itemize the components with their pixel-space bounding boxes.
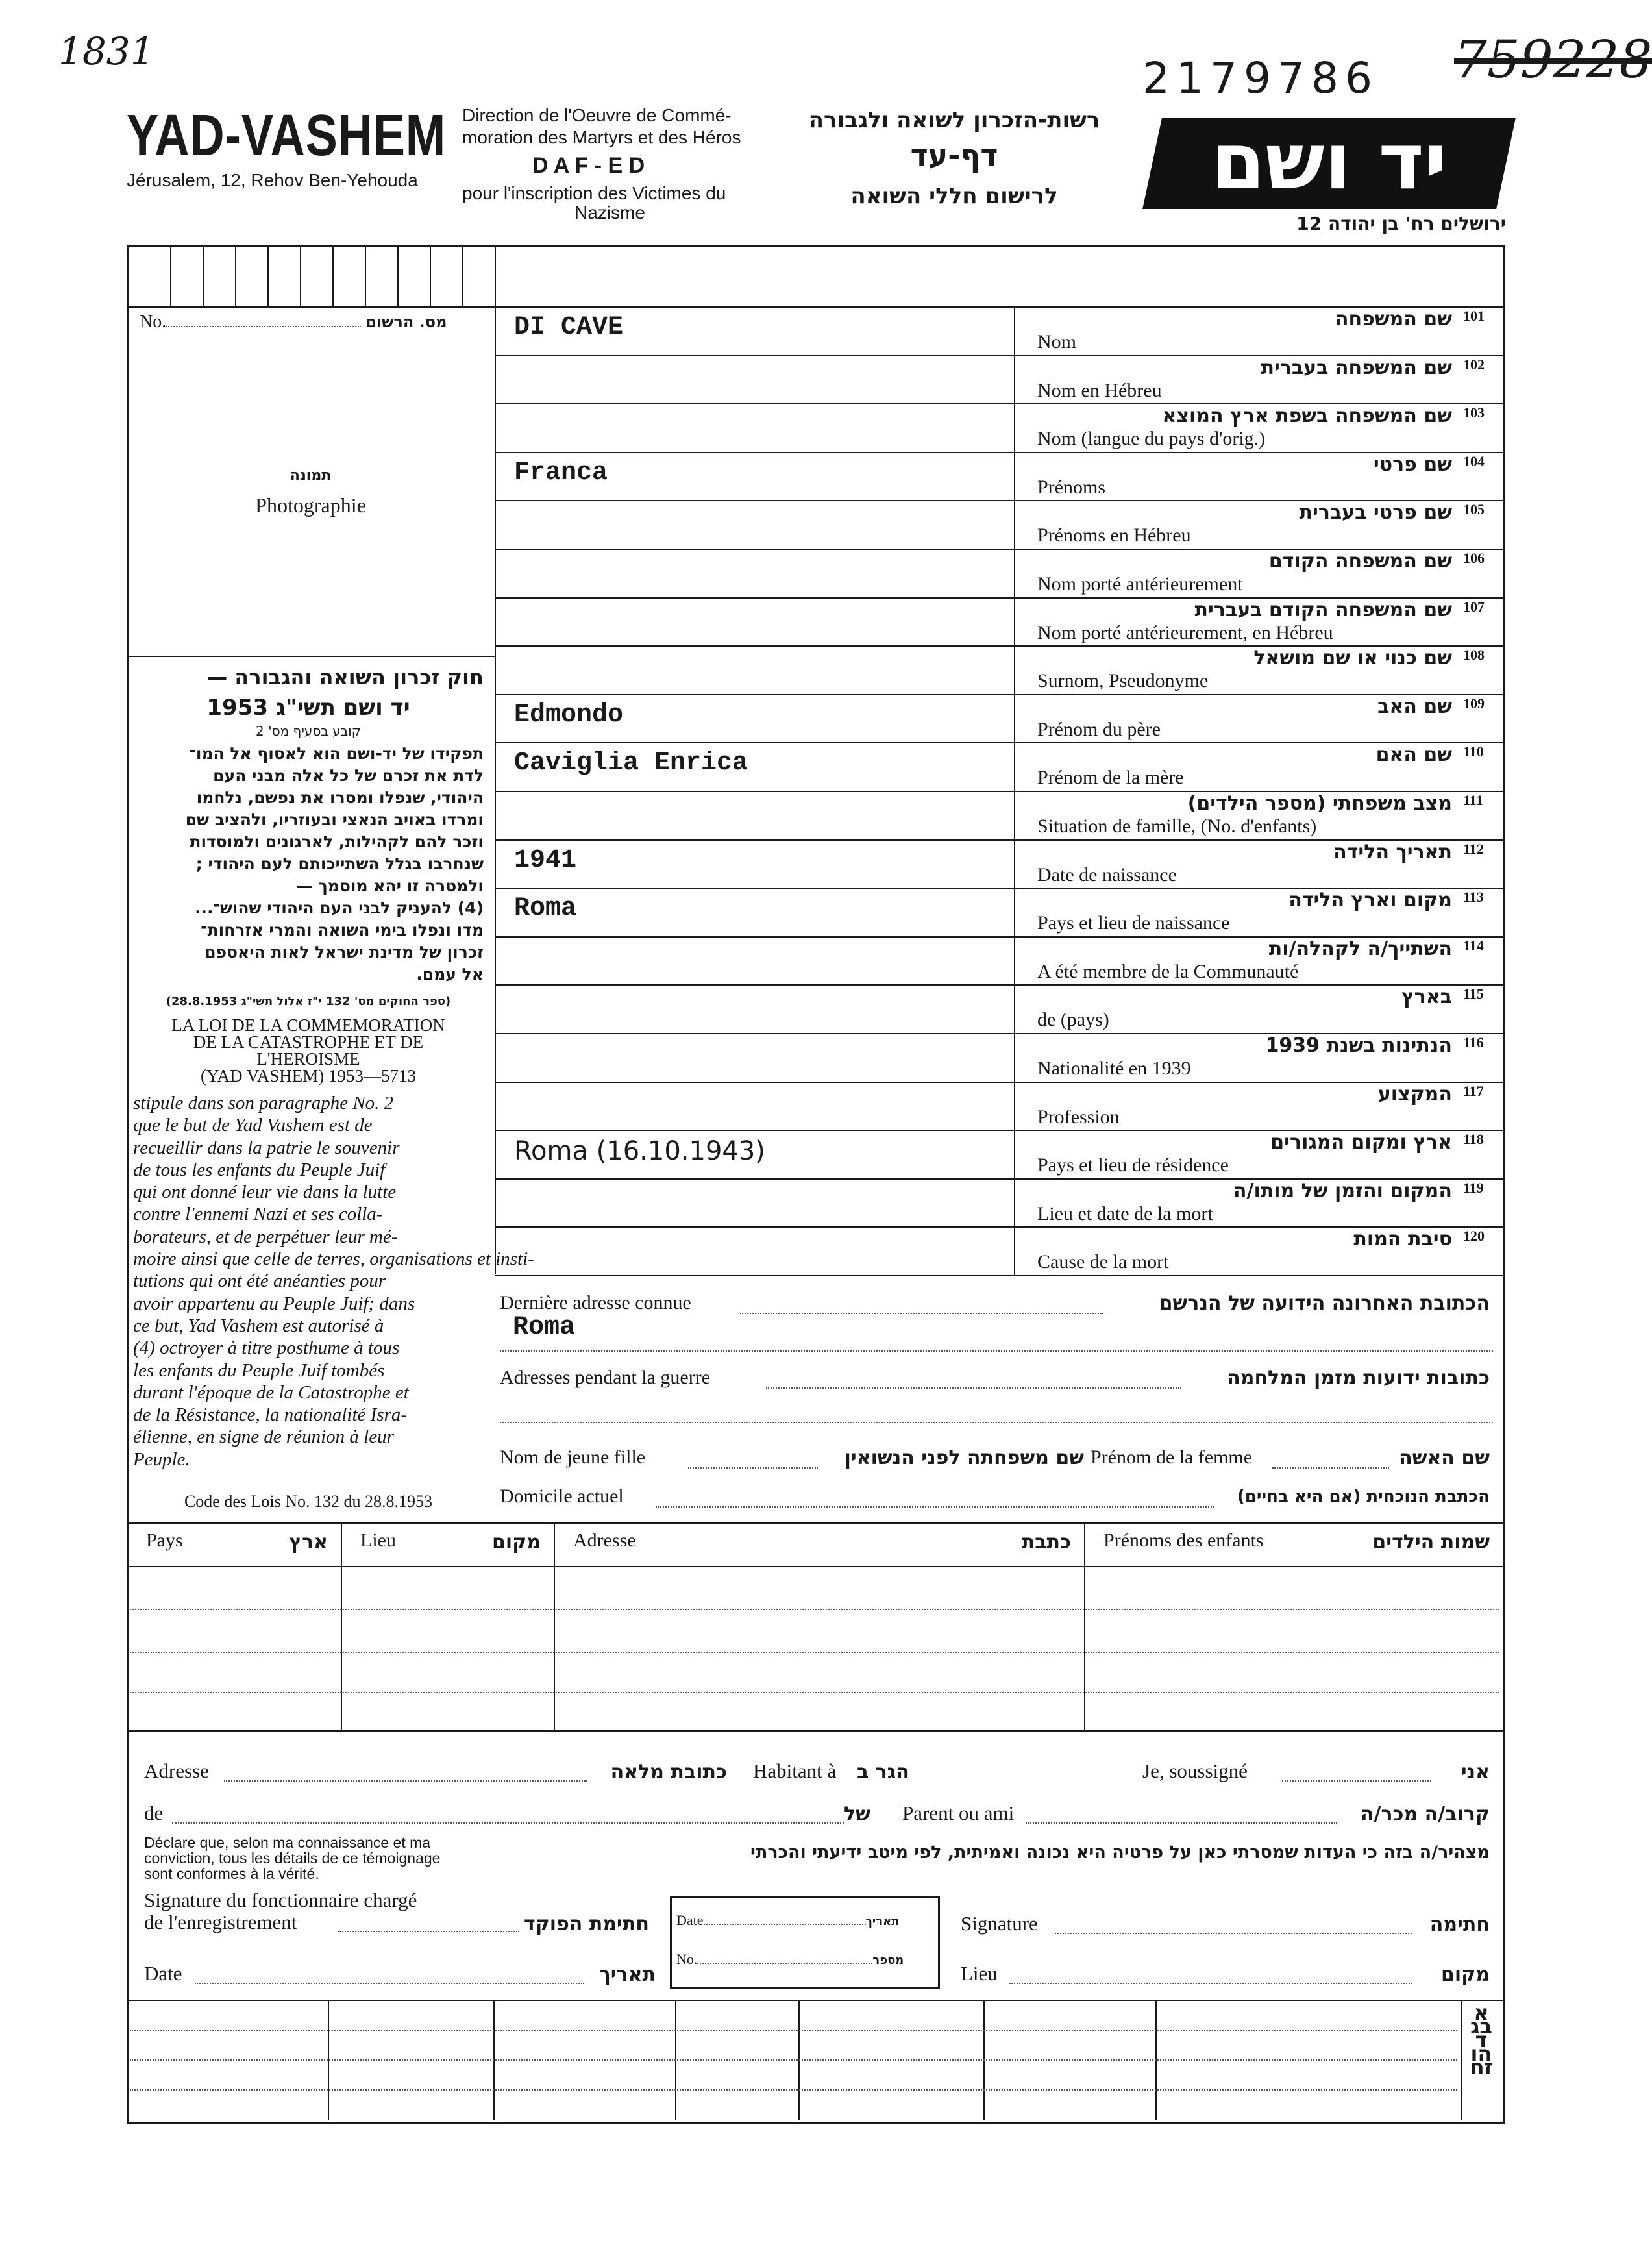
field-number-119: 119: [1463, 1180, 1484, 1196]
field-row-119: [495, 1178, 1503, 1227]
field-label-he-112: תאריך הלידה: [1333, 841, 1452, 863]
law-text-fr: stipule dans son paragraphe No. 2 que le but de Yad Vashem est de recueillir dans la patrie le souvenir de tous les enfants du Peuple Juif qui ont donné leur vie dans la lutte contre l'ennemi Nazi et ses colla- borateurs, et de perpétuer leur mé- moire ainsi que celle de terres, organisations et insti- tutions qui ont été anéanties pour avoir appartenu au Peuple Juif; dans ce but, Yad Vashem est autorisé à (4) octroyer à titre posthume à tous les enfants du Peuple Juif tombés durant l'époque de la Catastrophe et de la Résistance, la nationalité Isra- élienne, en signe de réunion à leur Peuple.: [133, 1093, 534, 1470]
soussigne-label-he: אני: [1461, 1761, 1490, 1783]
top-left-number: 1831: [58, 29, 154, 73]
field-label-he-108: שם כנוי או שם מושאל: [1253, 647, 1452, 669]
field-number-102: 102: [1463, 356, 1485, 373]
field-label-he-114: השתייך/ה לקהלה/ות: [1268, 938, 1452, 960]
law-title-he: חוק זכרון השואה והגבורה —: [206, 665, 484, 689]
field-label-103: Nom (langue du pays d'orig.): [1037, 428, 1266, 449]
last-address-value[interactable]: Roma: [513, 1313, 576, 1342]
field-label-105: Prénoms en Hébreu: [1037, 525, 1191, 546]
field-label-he-118: ארץ ומקום המגורים: [1270, 1131, 1452, 1154]
field-number-101: 101: [1463, 308, 1485, 324]
children-header-3: Prénoms des enfants: [1103, 1530, 1264, 1551]
war-address-label: Adresses pendant la guerre: [500, 1367, 711, 1388]
field-value-110[interactable]: Caviglia Enrica: [514, 749, 748, 778]
last-address-label: Dernière adresse connue: [500, 1292, 691, 1313]
field-row-105: [495, 500, 1503, 549]
field-number-107: 107: [1463, 599, 1485, 615]
field-row-117: [495, 1082, 1503, 1130]
hebrew-authority: רשות-הזכרון לשואה ולגבורה: [808, 107, 1100, 133]
parent-label-he: קרוב/ה מכר/ה: [1360, 1803, 1490, 1826]
field-row-111: [495, 791, 1503, 839]
box-date: Date תאריך: [676, 1912, 900, 1928]
field-row-120: [495, 1226, 1503, 1275]
office-stamp-box: [670, 1896, 940, 1989]
photo-label-he: תמונה: [290, 467, 332, 484]
domicile-label-he: הכתבת הנוכחית (אם היא בחיים): [1237, 1487, 1490, 1506]
maiden-name-label-he: שם משפחתה לפני הנשואין: [844, 1447, 1084, 1469]
field-label-102: Nom en Hébreu: [1037, 380, 1162, 401]
field-label-112: Date de naissance: [1037, 864, 1177, 886]
direction-line2: moration des Martyrs et des Héros: [462, 127, 741, 147]
field-number-115: 115: [1463, 986, 1484, 1002]
field-value-109[interactable]: Edmondo: [514, 701, 624, 730]
field-value-113[interactable]: Roma: [514, 894, 577, 923]
field-row-113: [495, 888, 1503, 936]
field-row-109: [495, 694, 1503, 743]
field-label-110: Prénom de la mère: [1037, 767, 1184, 788]
date-label-he: תאריך: [599, 1963, 656, 1986]
field-number-104: 104: [1463, 453, 1485, 469]
field-label-he-119: המקום והזמן של מותו/ה: [1233, 1180, 1452, 1202]
field-label-114: A été membre de la Communauté: [1037, 961, 1299, 982]
field-label-he-116: הנתינות בשנת 1939: [1265, 1034, 1452, 1057]
field-label-106: Nom porté antérieurement: [1037, 573, 1243, 595]
field-label-he-105: שם פרטי בעברית: [1299, 501, 1452, 524]
signature-label-he: חתימה: [1429, 1913, 1490, 1936]
signature-label: Signature: [961, 1912, 1038, 1935]
field-row-110: [495, 742, 1503, 791]
daf-ed-latin: D A F - E D: [532, 153, 645, 178]
hebrew-for-registration: לרישום חללי השואה: [850, 183, 1058, 209]
maiden-name-label: Nom de jeune fille: [500, 1447, 646, 1468]
field-label-104: Prénoms: [1037, 477, 1105, 498]
children-header-he-2: כתבת: [1021, 1531, 1071, 1554]
field-number-117: 117: [1463, 1083, 1484, 1099]
children-header-2: Adresse: [573, 1530, 636, 1551]
field-label-101: Nom: [1037, 331, 1076, 353]
field-row-103: [495, 403, 1503, 452]
field-label-he-115: בארץ: [1401, 986, 1452, 1008]
field-number-109: 109: [1463, 695, 1485, 712]
field-label-109: Prénom du père: [1037, 719, 1161, 740]
field-number-116: 116: [1463, 1034, 1484, 1050]
vertical-hebrew-letters: אבגדהוזח: [1470, 2000, 1493, 2080]
inscription-line1: pour l'inscription des Victimes du: [462, 183, 726, 203]
children-header-he-0: ארץ: [289, 1531, 328, 1554]
law-code-fr: Code des Lois No. 132 du 28.8.1953: [184, 1492, 433, 1511]
field-number-105: 105: [1463, 501, 1485, 517]
field-number-111: 111: [1463, 792, 1483, 808]
field-label-he-120: סיבת המות: [1353, 1228, 1452, 1250]
declarant-address-label-he: כתובת מלאה: [610, 1761, 727, 1783]
law-title-fr: LA LOI DE LA COMMEMORATION DE LA CATASTROPHE ET DE L'HEROISME (YAD VASHEM) 1953—5713: [171, 1015, 445, 1086]
habitant-label: Habitant à: [753, 1759, 837, 1782]
hebrew-address: ירושלים רח' בן יהודה 12: [1296, 213, 1506, 234]
field-number-112: 112: [1463, 841, 1484, 857]
official-signature-label: Signature du fonctionnaire chargé de l'enregistrement: [144, 1889, 417, 1933]
field-number-118: 118: [1463, 1131, 1484, 1147]
domicile-label: Domicile actuel: [500, 1485, 624, 1507]
field-number-106: 106: [1463, 550, 1485, 566]
field-row-115: [495, 984, 1503, 1033]
field-number-120: 120: [1463, 1228, 1485, 1244]
box-no: No. מספר: [676, 1951, 904, 1967]
field-row-118: [495, 1130, 1503, 1178]
brand-latin: YAD-VASHEM: [127, 103, 447, 168]
field-label-he-110: שם האם: [1375, 743, 1452, 766]
hebrew-daf-ed: דף-עד: [910, 138, 998, 173]
field-label-108: Surnom, Pseudonyme: [1037, 670, 1209, 691]
direction-line1: Direction de l'Oeuvre de Commé-: [462, 105, 732, 125]
field-value-104[interactable]: Franca: [514, 458, 608, 488]
children-header-he-3: שמות הילדים: [1372, 1531, 1490, 1554]
address-latin: Jérusalem, 12, Rehov Ben-Yehouda: [127, 170, 418, 190]
field-row-112: [495, 839, 1503, 888]
field-row-108: [495, 645, 1503, 694]
field-label-he-103: שם המשפחה בשפת ארץ המוצא: [1162, 404, 1452, 427]
field-row-114: [495, 936, 1503, 985]
de-label-he: של: [844, 1803, 870, 1826]
lieu-label-he: מקום: [1441, 1963, 1490, 1986]
field-label-he-101: שם המשפחה: [1335, 308, 1452, 330]
field-row-106: [495, 549, 1503, 597]
field-label-111: Situation de famille, (No. d'enfants): [1037, 815, 1317, 837]
children-header-0: Pays: [146, 1530, 183, 1551]
declarant-address-label: Adresse: [144, 1759, 209, 1782]
field-number-103: 103: [1463, 404, 1485, 421]
field-label-he-113: מקום וארץ הלידה: [1288, 889, 1452, 912]
yad-vashem-logo-text: יד ושם: [1211, 117, 1448, 207]
field-label-119: Lieu et date de la mort: [1037, 1203, 1213, 1224]
field-row-102: [495, 355, 1503, 404]
lieu-label: Lieu: [961, 1962, 998, 1985]
date-label: Date: [144, 1962, 182, 1985]
children-header-1: Lieu: [360, 1530, 396, 1551]
field-label-he-111: מצב משפחתי (מספר הילדים): [1187, 792, 1452, 815]
field-value-118[interactable]: Roma (16.10.1943): [514, 1136, 765, 1166]
law-para-he: קובע בסעיף מס' 2: [256, 723, 361, 739]
de-label: de: [144, 1802, 164, 1824]
field-label-he-102: שם המשפחה בעברית: [1261, 356, 1452, 379]
field-label-he-104: שם פרטי: [1373, 453, 1452, 476]
field-label-he-106: שם המשפחה הקודם: [1268, 550, 1452, 573]
declare-he: מצהיר/ה בזה כי העדות שמסרתי כאן על פרטיה היא נכונה ואמיתית, לפי מיטב ידיעתי והכרתי: [750, 1843, 1490, 1863]
field-value-101[interactable]: DI CAVE: [514, 313, 624, 342]
law-ref-he: (ספר החוקים מס' 132 י"ז אלול תשי"ג 28.8.1953): [166, 995, 451, 1008]
field-label-117: Profession: [1037, 1106, 1120, 1128]
registration-number: 2179786: [1142, 53, 1379, 103]
field-number-114: 114: [1463, 938, 1484, 954]
field-label-107: Nom porté antérieurement, en Hébreu: [1037, 622, 1333, 643]
field-value-112[interactable]: 1941: [514, 846, 577, 875]
official-signature-label-he: חתימת הפוקד: [524, 1913, 649, 1935]
inscription-line2: Nazisme: [574, 203, 645, 223]
photo-label: Photographie: [255, 493, 366, 517]
field-row-101: [495, 306, 1503, 355]
field-label-he-109: שם האב: [1377, 695, 1452, 718]
habitant-label-he: הגר ב: [857, 1761, 909, 1783]
war-address-label-he: כתובות ידועות מזמן המלחמה: [1227, 1367, 1490, 1389]
field-label-113: Pays et lieu de naissance: [1037, 912, 1230, 934]
law-name-he: יד ושם תשי"ג 1953: [206, 695, 410, 721]
handwritten-number: 759228: [1454, 29, 1652, 90]
last-address-label-he: הכתובת האחרונה הידועה של הנרשם: [1159, 1292, 1490, 1315]
field-row-116: [495, 1033, 1503, 1082]
wife-name-label: Prénom de la femme: [1091, 1447, 1253, 1468]
soussigne-label: Je, soussigné: [1142, 1759, 1248, 1782]
registration-no: No. מס. הרשום: [140, 312, 447, 332]
law-text-he: תפקידו של יד-ושם הוא לאסוף אל המו־ לדת את זכרם של כל אלה מבני העם היהודי, שנפלו ומסרו את נפשם, נלחמו ומרדו באויב הנאצי ובעוזריו, ולהציב שם וזכר להם לקהילות, לארגונים ולמוסדות שנחרבו בגלל השתייכותם לעם היהודי ; ולמטרה זו יהא מוסמך — (4) להעניק לבני העם היהודי שהוש־... מדו ונפלו בימי השואה והמרי אזרחות־ זכרון של מדינת ישראל לאות היאספם אל עמם.: [185, 744, 484, 984]
field-label-118: Pays et lieu de résidence: [1037, 1154, 1229, 1176]
field-row-107: [495, 597, 1503, 646]
field-number-113: 113: [1463, 889, 1484, 905]
field-row-104: [495, 452, 1503, 501]
field-label-he-107: שם המשפחה הקודם בעברית: [1194, 599, 1452, 621]
wife-name-label-he: שם האשה: [1399, 1447, 1490, 1469]
field-label-120: Cause de la mort: [1037, 1251, 1169, 1273]
children-header-he-1: מקום: [492, 1531, 541, 1554]
field-label-115: de (pays): [1037, 1009, 1109, 1030]
field-number-108: 108: [1463, 647, 1485, 663]
field-label-he-117: המקצוע: [1377, 1083, 1452, 1106]
declare-fr: Déclare que, selon ma connaissance et ma conviction, tous les détails de ce témoignage sont conformes à la vérité.: [144, 1834, 441, 1882]
field-number-110: 110: [1463, 743, 1484, 760]
parent-label: Parent ou ami: [902, 1802, 1015, 1824]
field-label-116: Nationalité en 1939: [1037, 1058, 1191, 1079]
